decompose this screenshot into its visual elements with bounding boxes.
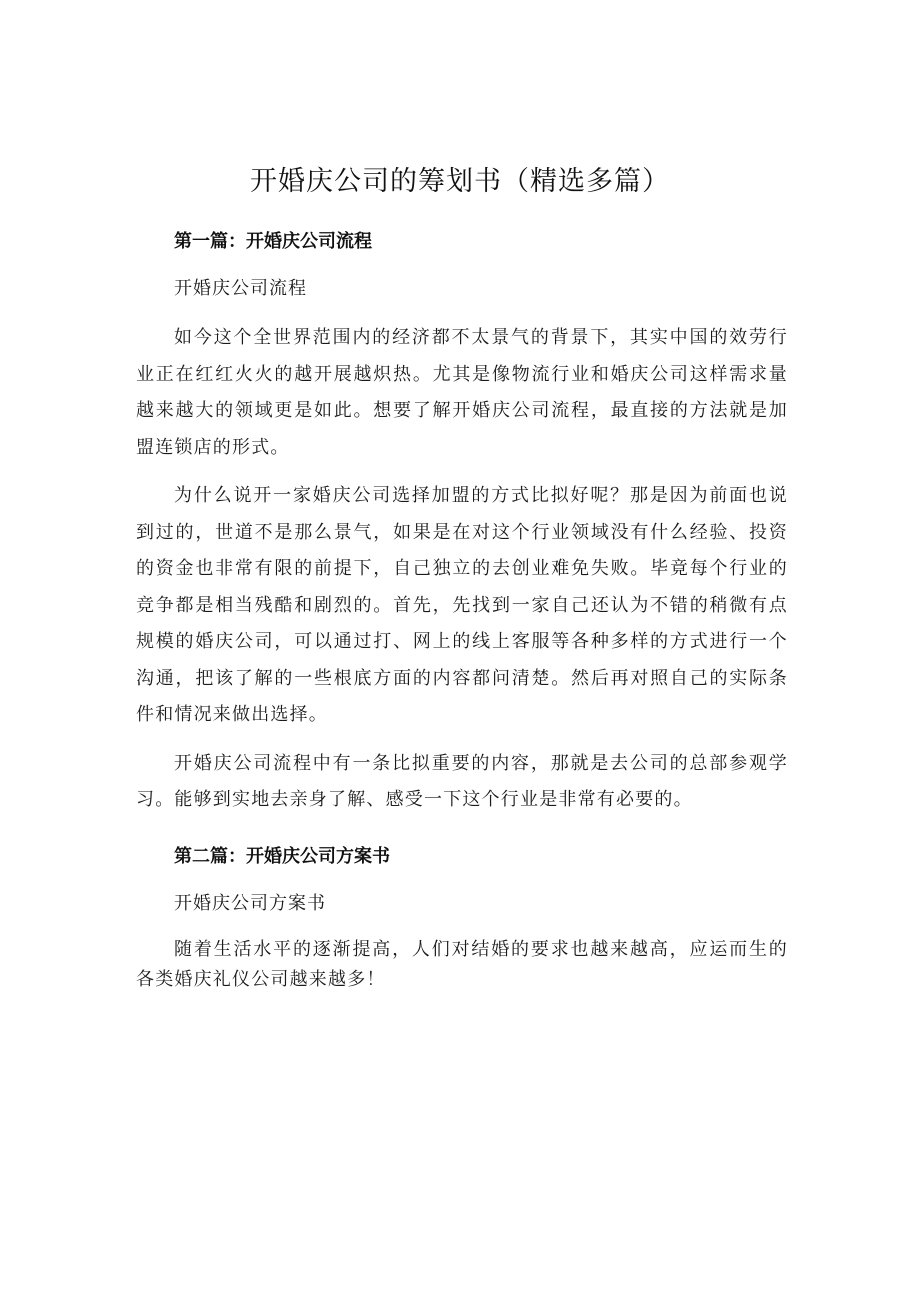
document-title: 开婚庆公司的筹划书（精选多篇） (250, 166, 670, 197)
section-1 (136, 226, 788, 819)
section-subtitle: 开婚庆公司方案书 (174, 892, 326, 914)
paragraph: 开婚庆公司流程中有一条比拟重要的内容，那就是去公司的总部参观学习。能够到实地去亲身了解、感受一下这个行业是非常有必要的。 (136, 752, 788, 810)
section-heading: 第二篇：开婚庆公司方案书 (174, 845, 390, 867)
paragraph: 为什么说开一家婚庆公司选择加盟的方式比拟好呢？那是因为前面也说到过的，世道不是那么景气，如果是在对这个行业领域没有什么经验、投资的资金也非常有限的前提下，自己独立的去创业难免失败。毕竟每个行业的竞争都是相当残酷和剧烈的。首先，先找到一家自己还认为不错的稍微有点规模的婚庆公司，可以通过打、网上的线上客服等各种多样的方式进行一个沟通，把该了解的一些根底方面的内容都问清楚。然后再对照自己的实际条件和情况来做出选择。 (136, 485, 788, 725)
document-body (136, 226, 788, 1007)
paragraph: 如今这个全世界范围内的经济都不太景气的背景下，其实中国的效劳行业正在红红火火的越开展越炽热。尤其是像物流行业和婚庆公司这样需求量越来越大的领域更是如此。想要了解开婚庆公司流程，最直接的方法就是加盟连锁店的形式。 (136, 327, 788, 458)
section-subtitle: 开婚庆公司流程 (174, 278, 307, 299)
section-heading: 第一篇：开婚庆公司流程 (174, 231, 372, 252)
paragraph: 随着生活水平的逐渐提高，人们对结婚的要求也越来越高，应运而生的各类婚庆礼仪公司越来越多！ (136, 938, 788, 990)
section-2 (136, 841, 788, 995)
